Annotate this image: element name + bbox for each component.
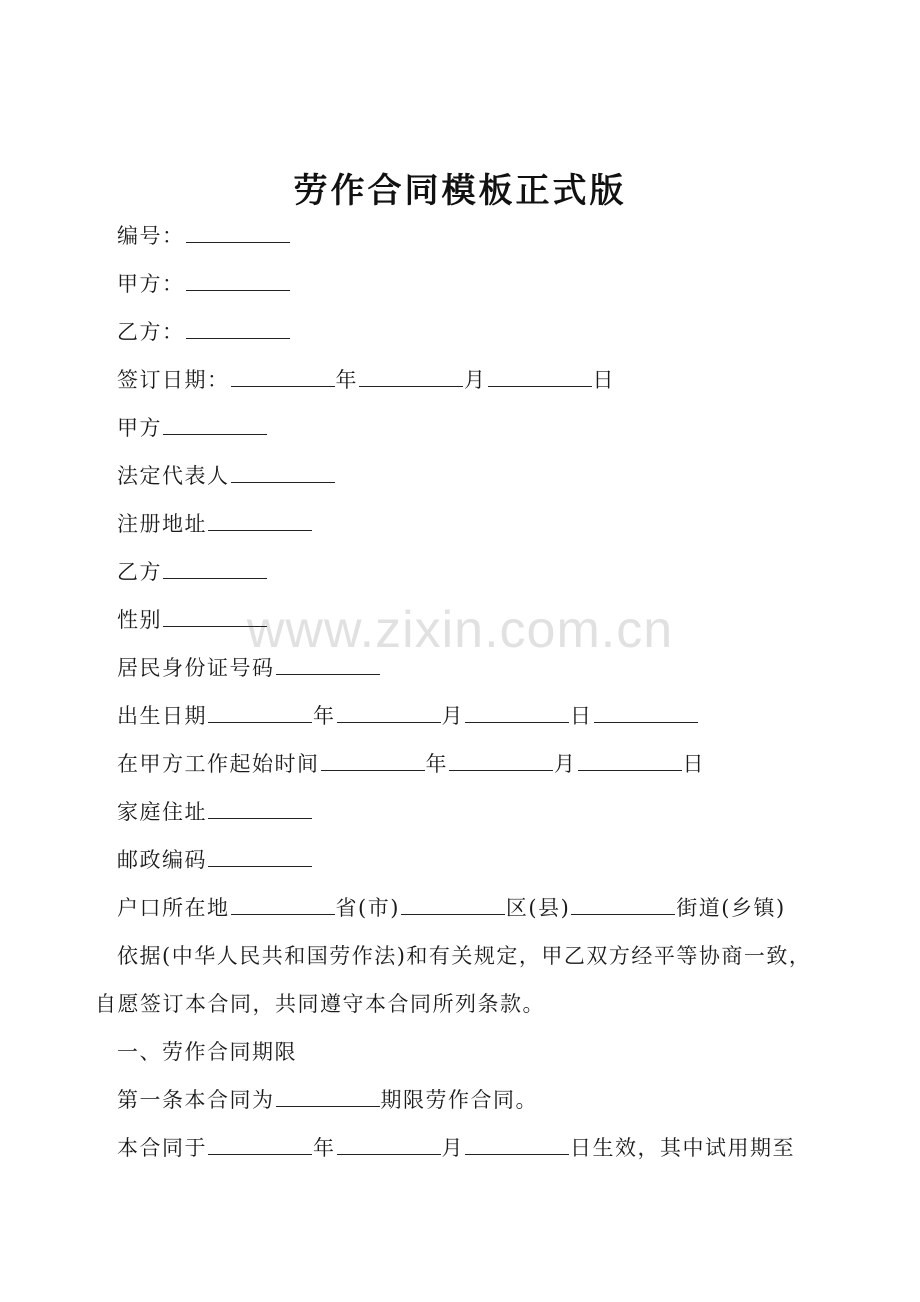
document-title: 劳作合同模板正式版 [293, 171, 627, 211]
home-address-blank[interactable] [208, 798, 312, 819]
year-text: 年 [335, 368, 358, 392]
month-text: 月 [464, 368, 487, 392]
section-heading [117, 1038, 297, 1066]
reg-address-line [117, 510, 313, 538]
effective-day-blank[interactable] [465, 1134, 569, 1155]
start-day-blank[interactable] [578, 750, 682, 771]
postal-code-blank[interactable] [208, 846, 312, 867]
legal-rep-line [117, 462, 336, 490]
number-blank[interactable] [186, 222, 290, 243]
year-text: 年 [313, 704, 336, 728]
sign-date-line [117, 366, 615, 394]
hukou-street-blank[interactable] [571, 894, 675, 915]
article-1-prefix: 第一条本合同为 [117, 1088, 275, 1112]
day-text: 日 [570, 704, 593, 728]
number-label: 编号： [117, 224, 185, 248]
postal-code-label: 邮政编码 [117, 848, 207, 872]
party-b-header-blank[interactable] [186, 318, 290, 339]
sign-year-blank[interactable] [231, 366, 335, 387]
sign-day-blank[interactable] [488, 366, 592, 387]
effective-year-blank[interactable] [208, 1134, 312, 1155]
id-number-line [117, 654, 381, 682]
party-a-header-line [117, 270, 291, 298]
start-year-blank[interactable] [321, 750, 425, 771]
party-b-line [117, 558, 268, 586]
reg-address-blank[interactable] [208, 510, 312, 531]
article-1-blank[interactable] [276, 1086, 380, 1107]
gender-label: 性别 [117, 608, 162, 632]
id-number-blank[interactable] [276, 654, 380, 675]
effective-suffix: 日生效，其中试用期至 [570, 1136, 795, 1160]
legal-rep-blank[interactable] [231, 462, 335, 483]
section-1-title: 一、劳作合同期限 [117, 1040, 297, 1064]
home-address-line [117, 798, 313, 826]
home-address-label: 家庭住址 [117, 800, 207, 824]
party-b-header-line [117, 318, 291, 346]
intro-paragraph-line-2 [95, 990, 545, 1018]
article-1-suffix: 期限劳作合同。 [380, 1088, 538, 1112]
day-text: 日 [682, 752, 705, 776]
birth-month-blank[interactable] [337, 702, 441, 723]
hukou-district-blank[interactable] [401, 894, 505, 915]
street-text: 街道(乡镇) [676, 896, 786, 920]
hukou-label: 户口所在地 [117, 896, 230, 920]
start-month-blank[interactable] [449, 750, 553, 771]
intro-paragraph-line-1 [117, 942, 811, 970]
effective-date-line [117, 1134, 795, 1162]
article-1-line [117, 1086, 538, 1114]
intro-text-2: 自愿签订本合同，共同遵守本合同所列条款。 [95, 992, 545, 1016]
start-time-label: 在甲方工作起始时间 [117, 752, 320, 776]
year-text: 年 [313, 1136, 336, 1160]
gender-line [117, 606, 268, 634]
birth-date-line [117, 702, 699, 730]
birth-date-label: 出生日期 [117, 704, 207, 728]
day-text: 日 [592, 368, 615, 392]
province-text: 省(市) [335, 896, 400, 920]
hukou-province-blank[interactable] [231, 894, 335, 915]
watermark: www.zixin.com.cn [246, 601, 674, 659]
birth-extra-blank[interactable] [594, 702, 698, 723]
sign-date-label: 签订日期： [117, 368, 230, 392]
hukou-line [117, 894, 786, 922]
effective-month-blank[interactable] [337, 1134, 441, 1155]
reg-address-label: 注册地址 [117, 512, 207, 536]
party-b-blank[interactable] [163, 558, 267, 579]
postal-code-line [117, 846, 313, 874]
birth-day-blank[interactable] [465, 702, 569, 723]
intro-text-1: 依据(中华人民共和国劳作法)和有关规定，甲乙双方经平等协商一致， [117, 944, 812, 968]
start-time-line [117, 750, 705, 778]
month-text: 月 [441, 704, 464, 728]
number-line [117, 222, 291, 250]
sign-month-blank[interactable] [359, 366, 463, 387]
party-a-header-blank[interactable] [186, 270, 290, 291]
legal-rep-label: 法定代表人 [117, 464, 230, 488]
gender-blank[interactable] [163, 606, 267, 627]
party-a-label: 甲方 [117, 416, 162, 440]
month-text: 月 [554, 752, 577, 776]
party-a-line [117, 414, 268, 442]
birth-year-blank[interactable] [208, 702, 312, 723]
effective-prefix: 本合同于 [117, 1136, 207, 1160]
party-a-blank[interactable] [163, 414, 267, 435]
party-a-header-label: 甲方： [117, 272, 185, 296]
district-text: 区(县) [505, 896, 571, 920]
year-text: 年 [425, 752, 448, 776]
party-b-header-label: 乙方： [117, 320, 185, 344]
id-number-label: 居民身份证号码 [117, 656, 275, 680]
party-b-label: 乙方 [117, 560, 162, 584]
month-text: 月 [441, 1136, 464, 1160]
